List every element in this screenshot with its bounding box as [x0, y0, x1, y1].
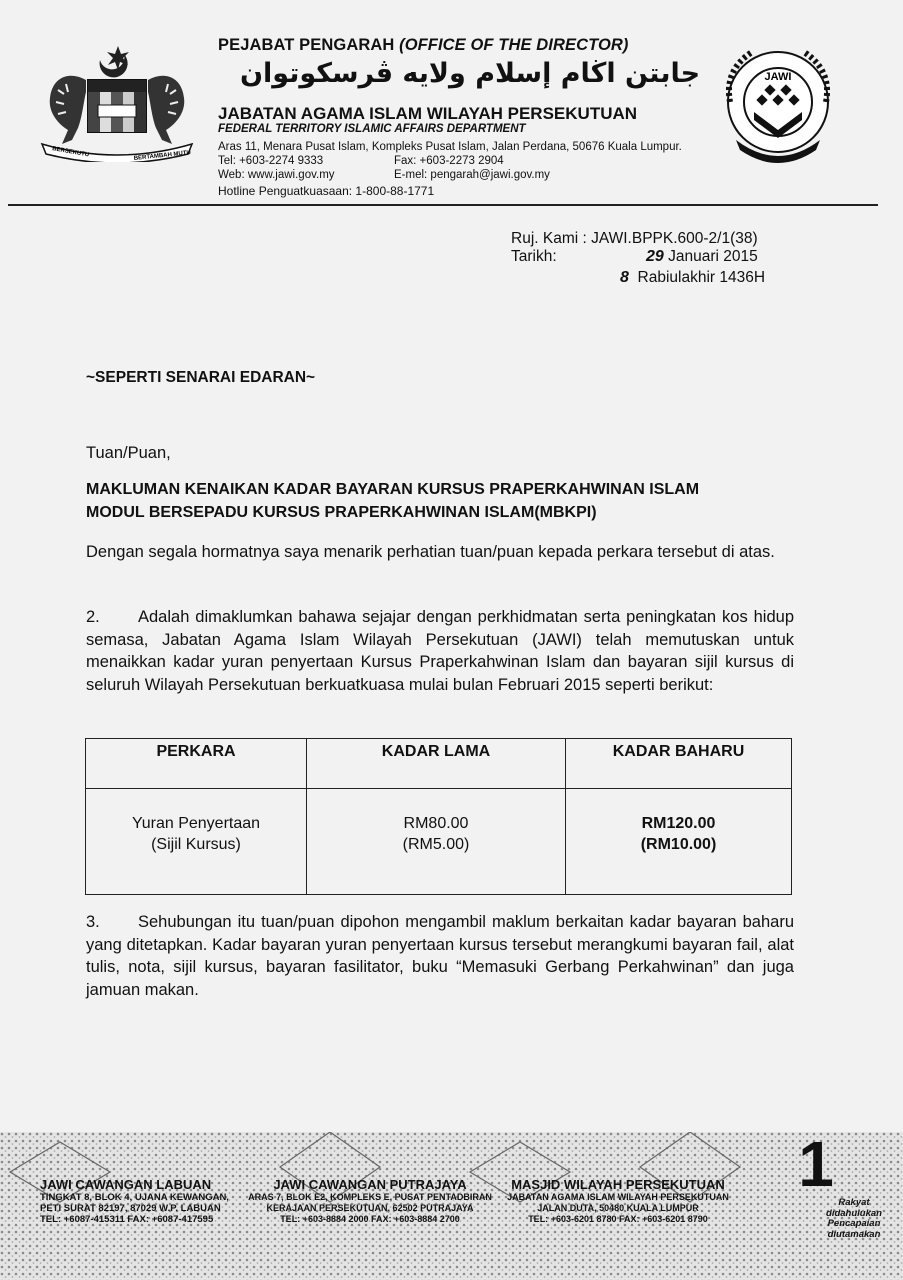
date-label: Tarikh: [511, 248, 557, 265]
old-cert-rate: (RM5.00) [402, 836, 470, 853]
putrajaya-title: JAWI CAWANGAN PUTRAJAYA [273, 1177, 467, 1192]
recipient-list-line: ~SEPERTI SENARAI EDARAN~ [86, 369, 316, 386]
department-name-en: FEDERAL TERRITORY ISLAMIC AFFAIRS DEPARTMENT [218, 123, 526, 135]
item-line-2: (Sijil Kursus) [151, 836, 241, 853]
salutation: Tuan/Puan, [86, 444, 171, 462]
office-fax: Fax: +603-2273 2904 [394, 155, 504, 167]
office-name-en: (OFFICE OF THE DIRECTOR) [399, 36, 629, 54]
crest-motto-left: BERSEKUTU [51, 146, 90, 159]
office-email[interactable]: E-mel: pengarah@jawi.gov.my [394, 169, 550, 181]
reference-number: Ruj. Kami : JAWI.BPPK.600-2/1(38) [511, 230, 758, 247]
hijri-date [620, 269, 765, 287]
office-hotline: Hotline Penguatkuasaan: 1-800-88-1771 [218, 184, 435, 198]
new-rate: RM120.00 [641, 815, 716, 832]
jawi-logo-icon [722, 40, 834, 170]
labuan-line-3: TEL: +6087-415311 FAX: +6087-417595 [40, 1214, 214, 1225]
fee-table-header-row [86, 739, 792, 789]
cell-new-rate [566, 789, 792, 895]
letter-subject [86, 478, 794, 524]
jawi-logo-text: JAWI [764, 71, 792, 83]
header-item: PERKARA [86, 739, 307, 789]
arabic-department-name: جابتن اڬام إسلام ولايه ڤرسكوتوان [240, 58, 701, 89]
paragraph-3-text: Sehubungan itu tuan/puan dipohon mengambil maklum berkaitan kadar bayaran baharu yang ditetapkan. Kadar bayaran yuran penyertaan kursus tersebut merangkumi bayaran fail, alat tulis, nota, sijil kursus, bayaran fasilitator, buku “Memasuki Gerbang Perkahwinan” dan juga jamuan makan. [86, 913, 794, 999]
labuan-title: JAWI CAWANGAN LABUAN [40, 1177, 212, 1192]
office-heading [218, 36, 629, 55]
office-web[interactable]: Web: www.jawi.gov.my [218, 169, 335, 181]
date-month-year: Januari 2015 [668, 248, 758, 265]
crest-motto-right: BERTAMBAH MUTU [133, 150, 192, 162]
old-rate: RM80.00 [403, 815, 469, 832]
letter-date [646, 248, 758, 266]
header-old-rate: KADAR LAMA [307, 739, 566, 789]
one-malaysia-logo: 1 [798, 1128, 834, 1200]
paragraph-2-number: 2. [86, 608, 100, 626]
cell-item [86, 789, 307, 895]
subject-line-2: MODUL BERSEPADU KURSUS PRAPERKAHWINAN ISLAM(MBKPI) [86, 504, 597, 521]
date-day-handwritten: 29 [646, 248, 664, 265]
labuan-line-2: PETI SURAT 82197, 87029 W.P. LABUAN [40, 1203, 221, 1214]
office-name: PEJABAT PENGARAH [218, 36, 395, 54]
one-malaysia-motto [812, 1198, 896, 1240]
subject-line-1: MAKLUMAN KENAIKAN KADAR BAYARAN KURSUS PRAPERKAHWINAN ISLAM [86, 481, 700, 498]
footer-putrajaya [240, 1177, 500, 1225]
footer-labuan [40, 1177, 246, 1225]
putrajaya-line-3: TEL: +603-8884 2000 FAX: +603-8884 2700 [280, 1214, 460, 1224]
paragraph-2-text: Adalah dimaklumkan bahawa sejajar dengan perkhidmatan serta peningkatan kos hidup semasa, Jabatan Agama Islam Wilayah Persekutuan (JAWI) telah memutuskan untuk menaikkan kadar yuran penyertaan Kursus Praperkahwinan Islam dan bayaran sijil kursus di seluruh Wilayah Persekutuan berkuatkuasa mulai bulan Februari 2015 seperti berikut: [86, 608, 794, 694]
cell-old-rate [307, 789, 566, 895]
paragraph-2 [86, 606, 794, 696]
paragraph-1: Dengan segala hormatnya saya menarik perhatian tuan/puan kepada perkara tersebut di atas. [86, 543, 775, 561]
paragraph-3 [86, 911, 794, 1001]
masjid-line-3: TEL: +603-6201 8780 FAX: +603-6201 8790 [528, 1214, 708, 1224]
department-name: JABATAN AGAMA ISLAM WILAYAH PERSEKUTUAN [218, 104, 638, 123]
footer-masjid [498, 1177, 738, 1225]
office-tel: Tel: +603-2274 9333 [218, 155, 324, 167]
labuan-line-1: TINGKAT 8, BLOK 4, UJANA KEWANGAN, [40, 1192, 229, 1203]
malaysia-coat-of-arms-icon [38, 40, 196, 162]
masjid-line-2: JALAN DUTA, 50480 KUALA LUMPUR [537, 1203, 699, 1213]
new-cert-rate: (RM10.00) [640, 836, 717, 853]
fee-table-row [86, 789, 792, 895]
office-address: Aras 11, Menara Pusat Islam, Kompleks Pusat Islam, Jalan Perdana, 50676 Kuala Lumpur. [218, 141, 682, 153]
header-new-rate: KADAR BAHARU [566, 739, 792, 789]
motto-line-2: Pencapaian diutamakan [827, 1218, 881, 1240]
fee-table [85, 738, 792, 895]
item-line-1: Yuran Penyertaan [131, 815, 261, 832]
putrajaya-line-2: KERAJAAN PERSEKUTUAN, 62502 PUTRAJAYA [266, 1203, 474, 1213]
putrajaya-line-1: ARAS 7, BLOK E2, KOMPLEKS E, PUSAT PENTADBIRAN [248, 1192, 492, 1202]
hijri-day-handwritten: 8 [620, 269, 629, 286]
masjid-line-1: JABATAN AGAMA ISLAM WILAYAH PERSEKUTUAN [507, 1192, 729, 1202]
letterhead-divider [8, 204, 878, 206]
motto-line-1: Rakyat didahulukan [826, 1197, 882, 1219]
hijri-month-year: Rabiulakhir 1436H [637, 269, 766, 286]
paragraph-3-number: 3. [86, 913, 100, 931]
masjid-title: MASJID WILAYAH PERSEKUTUAN [511, 1177, 725, 1192]
